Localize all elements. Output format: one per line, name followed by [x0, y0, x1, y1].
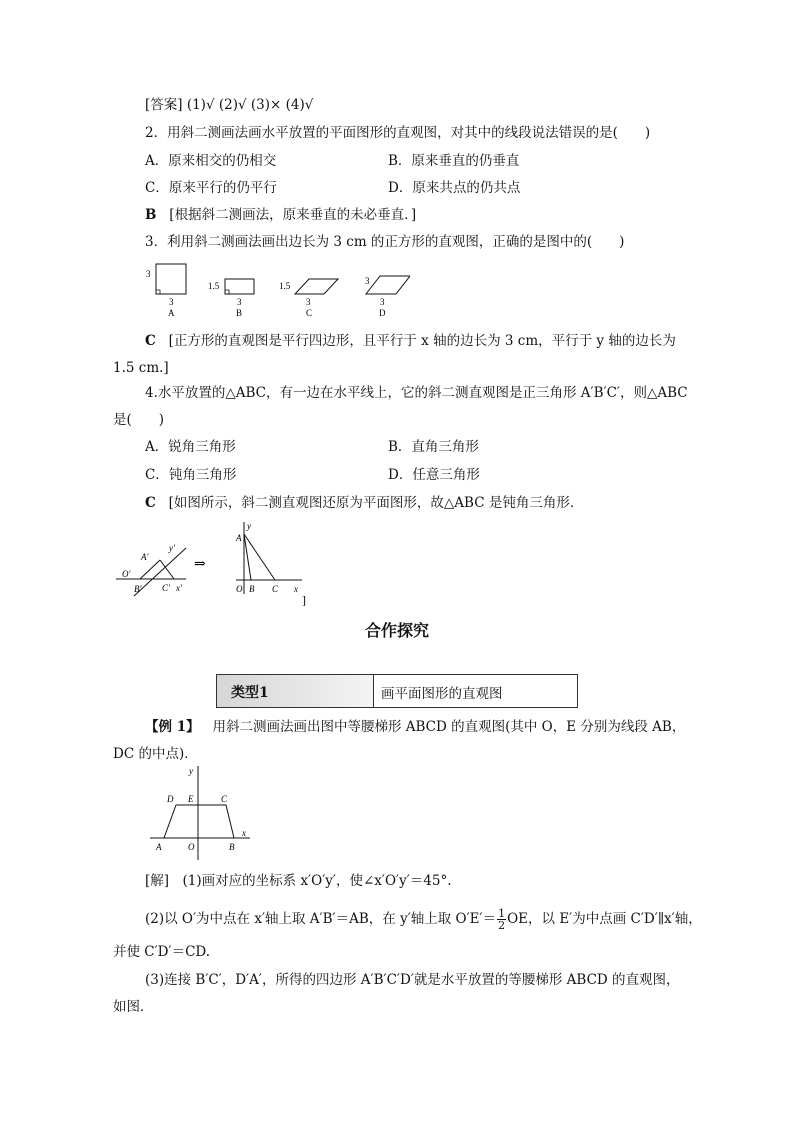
q4-left-label-y: y′ [169, 543, 175, 553]
ex1-label-b: B [229, 842, 235, 852]
q4-stem-line2: 是( ) [113, 412, 165, 428]
ex1-label-d: D [167, 794, 174, 804]
q4-left-label-b: B′ [134, 584, 142, 594]
ex1-label-o: O [188, 842, 195, 852]
q3-stem: 3．利用斜二测画法画出边长为 3 cm 的正方形的直观图，正确的是图中的( ) [145, 234, 625, 250]
example1-text-line2: DC 的中点)． [113, 746, 198, 762]
q2-option-a: A．原来相交的仍相交 [145, 153, 277, 169]
type-tag [217, 675, 374, 707]
type-tag-label: 类型1 [231, 685, 269, 701]
q3-c-bottom: 3 [306, 297, 311, 307]
q3-answer-text-line2: 1.5 cm.] [113, 360, 169, 376]
q4-left-label-c: C′ [162, 583, 170, 593]
fraction-numerator: 1 [498, 907, 506, 920]
ex1-label-x: x [242, 828, 246, 838]
q3-d-bottom: 3 [380, 297, 385, 307]
q3-figure-b [208, 279, 254, 318]
solution-step2-line2: 并使 C′D′＝CD. [113, 944, 211, 960]
q2-stem: 2．用斜二测画法画水平放置的平面图形的直观图，对其中的线段说法错误的是( ) [145, 125, 651, 141]
q3-figure-a [146, 264, 186, 318]
solution-step2-line1 [145, 908, 702, 931]
q3-figures [140, 258, 410, 322]
q4-option-a: A．锐角三角形 [145, 439, 236, 455]
q4-answer-letter: C [145, 495, 156, 511]
type-title: 画平面图形的直观图 [381, 686, 503, 702]
q2-option-d: D．原来共点的仍共点 [388, 180, 521, 196]
ex1-label-e: E [188, 794, 194, 804]
example1-tag: 【例 1】 [145, 719, 200, 735]
q3-answer-letter: C [145, 333, 156, 349]
q2-answer-text: [根据斜二测画法，原来垂直的未必垂直．] [169, 207, 417, 223]
q3-b-letter: B [236, 308, 243, 318]
answer-line: [答案] (1)√ (2)√ (3)× (4)√ [145, 97, 314, 113]
ex1-label-c: C [221, 794, 228, 804]
q4-answer-text: [如图所示，斜二测直观图还原为平面图形，故△ABC 是钝角三角形． [168, 495, 584, 511]
q4-figures [112, 518, 322, 608]
q4-stem-line1: 4.水平放置的△ABC，有一边在水平线上，它的斜二测直观图是正三角形 A′B′C′，则△ABC [145, 385, 688, 401]
example1-line1 [145, 718, 685, 736]
ex1-label-a: A [156, 842, 162, 852]
solution-step2-fraction [497, 908, 506, 931]
q4-right-label-a: A [236, 533, 242, 543]
q4-right-label-o: O [236, 584, 243, 594]
q4-option-b: B．直角三角形 [388, 439, 479, 455]
q4-left-label-x: x′ [176, 583, 182, 593]
q4-left-label-o: O′ [122, 569, 131, 579]
q4-option-c: C．钝角三角形 [145, 467, 237, 483]
q3-c-side: 1.5 [279, 281, 291, 291]
q2-option-b: B．原来垂直的仍垂直 [388, 153, 520, 169]
solution-step2-post: OE，以 E′为中点画 C′D′∥x′轴， [507, 911, 702, 927]
q4-option-d: D．任意三角形 [388, 467, 480, 483]
q4-closing-bracket: ] [302, 593, 306, 607]
q3-b-side: 1.5 [208, 281, 220, 291]
q3-figure-c [279, 279, 338, 318]
q2-option-c: C．原来平行的仍平行 [145, 180, 277, 196]
q4-right-label-x: x [294, 584, 298, 594]
section-heading: 合作探究 [364, 621, 429, 640]
q2-answer [145, 206, 416, 224]
q4-right-label-c: C [272, 584, 279, 594]
q4-plane-figure [235, 521, 306, 607]
q3-b-bottom: 3 [237, 297, 242, 307]
q3-answer [145, 332, 676, 350]
example1-trapezoid-figure [142, 762, 262, 862]
q4-right-label-y: y [247, 521, 251, 531]
q4-transform-arrow: ⇒ [194, 557, 206, 572]
fraction-denominator: 2 [498, 919, 506, 932]
solution-step2-pre: (2)以 O′为中点在 x′轴上取 A′B′＝AB，在 y′轴上取 O′E′＝ [145, 911, 497, 927]
solution-step3-line2: 如图． [113, 999, 154, 1015]
q3-c-letter: C [306, 308, 313, 318]
q3-d-side: 3 [365, 276, 370, 286]
q3-figure-d [365, 276, 410, 318]
q3-d-letter: D [379, 308, 386, 318]
solution-step1: [解] (1)画对应的坐标系 x′O′y′，使∠x′O′y′＝45°. [145, 873, 452, 889]
solution-step3-line1: (3)连接 B′C′，D′A′，所得的四边形 A′B′C′D′就是水平放置的等腰梯形 ABCD 的直观图， [145, 972, 680, 988]
type-banner [216, 674, 578, 708]
q3-a-side: 3 [146, 269, 151, 279]
q3-answer-text-line1: [正方形的直观图是平行四边形，且平行于 x 轴的边长为 3 cm，平行于 y 轴的边长为 [168, 333, 676, 349]
q2-answer-letter: B [145, 207, 157, 223]
ex1-label-y: y [189, 766, 193, 776]
q4-answer [145, 494, 583, 512]
example1-text-line1: 用斜二测画法画出图中等腰梯形 ABCD 的直观图(其中 O，E 分别为线段 AB， [212, 719, 686, 735]
q4-right-label-b: B [249, 584, 255, 594]
q3-a-letter: A [168, 308, 175, 318]
q3-a-bottom: 3 [169, 297, 174, 307]
q4-oblique-figure [116, 543, 186, 596]
q4-left-label-a: A′ [141, 552, 149, 562]
